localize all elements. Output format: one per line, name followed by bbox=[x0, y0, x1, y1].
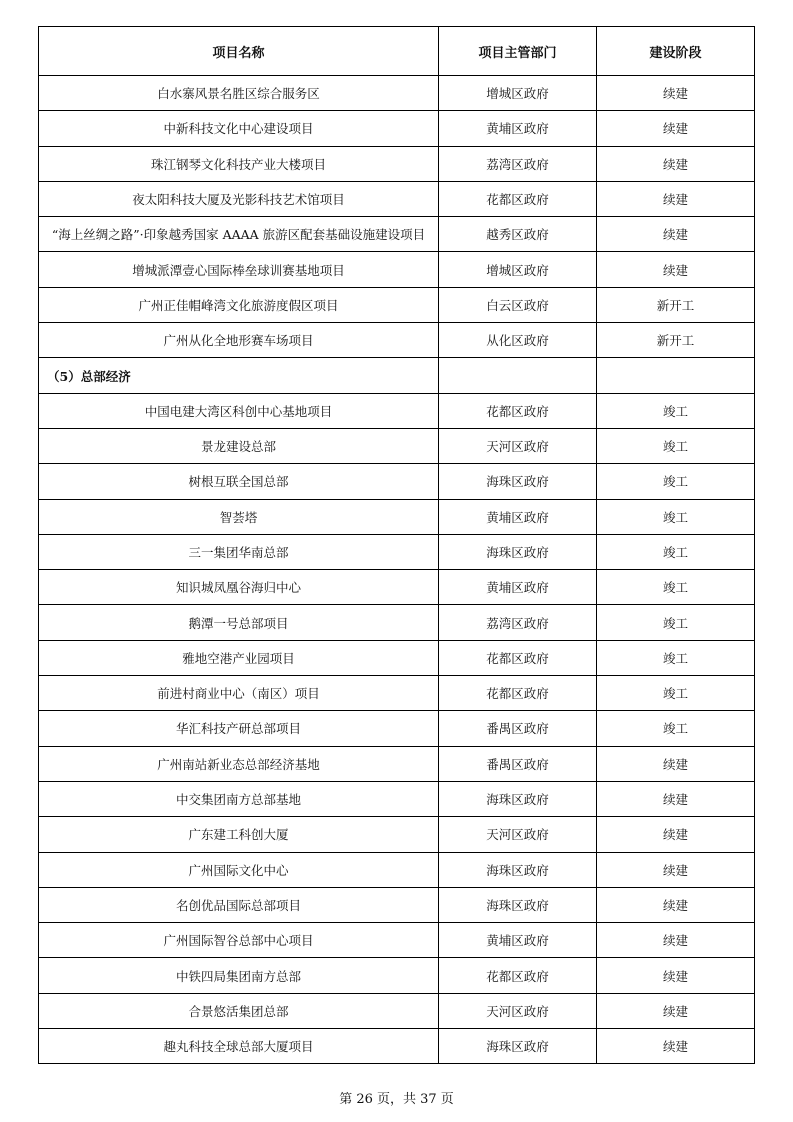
cell-stage: 续建 bbox=[597, 781, 755, 816]
header-department: 项目主管部门 bbox=[439, 27, 597, 76]
table-row bbox=[39, 676, 755, 711]
cell-department: 番禺区政府 bbox=[439, 711, 597, 746]
cell-department: 天河区政府 bbox=[439, 993, 597, 1028]
cell-stage: 续建 bbox=[597, 993, 755, 1028]
cell-stage: 续建 bbox=[597, 1029, 755, 1064]
cell-department: 海珠区政府 bbox=[439, 534, 597, 569]
table-row bbox=[39, 217, 755, 252]
table-row bbox=[39, 781, 755, 816]
cell-stage: 新开工 bbox=[597, 323, 755, 358]
cell-stage: 续建 bbox=[597, 181, 755, 216]
cell-project-name: 名创优品国际总部项目 bbox=[39, 887, 439, 922]
cell-stage: 续建 bbox=[597, 217, 755, 252]
cell-department: 黄埔区政府 bbox=[439, 923, 597, 958]
cell-department: 天河区政府 bbox=[439, 817, 597, 852]
table-row bbox=[39, 323, 755, 358]
cell-stage: 续建 bbox=[597, 852, 755, 887]
cell-stage: 竣工 bbox=[597, 676, 755, 711]
cell-department: 增城区政府 bbox=[439, 252, 597, 287]
section-row-group bbox=[39, 358, 755, 393]
cell-project-name: 广州从化全地形赛车场项目 bbox=[39, 323, 439, 358]
cell-stage: 竣工 bbox=[597, 393, 755, 428]
table-row bbox=[39, 852, 755, 887]
cell-stage: 续建 bbox=[597, 111, 755, 146]
cell-department: 番禺区政府 bbox=[439, 746, 597, 781]
table-row bbox=[39, 181, 755, 216]
table-body-bottom bbox=[39, 393, 755, 1064]
cell-department: 荔湾区政府 bbox=[439, 146, 597, 181]
table-row bbox=[39, 428, 755, 463]
cell-department: 从化区政府 bbox=[439, 323, 597, 358]
table-row bbox=[39, 111, 755, 146]
cell-project-name: 雅地空港产业园项目 bbox=[39, 640, 439, 675]
cell-department: 花都区政府 bbox=[439, 181, 597, 216]
cell-stage: 续建 bbox=[597, 923, 755, 958]
page-number: 第 26 页，共 37 页 bbox=[339, 1092, 454, 1107]
section-row bbox=[39, 358, 755, 393]
cell-stage: 竣工 bbox=[597, 534, 755, 569]
table-row bbox=[39, 252, 755, 287]
table-header-row bbox=[39, 27, 755, 76]
table-row bbox=[39, 993, 755, 1028]
table-row bbox=[39, 146, 755, 181]
table-row bbox=[39, 923, 755, 958]
cell-project-name: 珠江钢琴文化科技产业大楼项目 bbox=[39, 146, 439, 181]
cell-project-name: 白水寨风景名胜区综合服务区 bbox=[39, 76, 439, 111]
section-empty-cell bbox=[597, 358, 755, 393]
table-row bbox=[39, 76, 755, 111]
cell-stage: 竣工 bbox=[597, 499, 755, 534]
cell-department: 黄埔区政府 bbox=[439, 570, 597, 605]
cell-project-name: 广州国际文化中心 bbox=[39, 852, 439, 887]
cell-project-name: 前进村商业中心（南区）项目 bbox=[39, 676, 439, 711]
cell-project-name: 广州正佳帽峰湾文化旅游度假区项目 bbox=[39, 287, 439, 322]
cell-stage: 竣工 bbox=[597, 428, 755, 463]
cell-stage: 续建 bbox=[597, 146, 755, 181]
cell-project-name: 智荟塔 bbox=[39, 499, 439, 534]
table-row bbox=[39, 746, 755, 781]
cell-stage: 续建 bbox=[597, 817, 755, 852]
table-row bbox=[39, 464, 755, 499]
cell-stage: 续建 bbox=[597, 746, 755, 781]
table-row bbox=[39, 287, 755, 322]
cell-stage: 竣工 bbox=[597, 464, 755, 499]
cell-department: 海珠区政府 bbox=[439, 781, 597, 816]
cell-project-name: 中新科技文化中心建设项目 bbox=[39, 111, 439, 146]
cell-department: 黄埔区政府 bbox=[439, 499, 597, 534]
cell-department: 天河区政府 bbox=[439, 428, 597, 463]
table-row bbox=[39, 817, 755, 852]
cell-department: 海珠区政府 bbox=[439, 887, 597, 922]
cell-stage: 续建 bbox=[597, 958, 755, 993]
cell-department: 花都区政府 bbox=[439, 958, 597, 993]
cell-stage: 续建 bbox=[597, 252, 755, 287]
cell-department: 白云区政府 bbox=[439, 287, 597, 322]
table-row bbox=[39, 640, 755, 675]
table-row bbox=[39, 570, 755, 605]
cell-department: 花都区政府 bbox=[439, 393, 597, 428]
table-row bbox=[39, 887, 755, 922]
cell-project-name: 景龙建设总部 bbox=[39, 428, 439, 463]
cell-project-name: 三一集团华南总部 bbox=[39, 534, 439, 569]
cell-project-name: 华汇科技产研总部项目 bbox=[39, 711, 439, 746]
table-row bbox=[39, 958, 755, 993]
cell-project-name: “海上丝绸之路”·印象越秀国家 AAAA 旅游区配套基础设施建设项目 bbox=[39, 217, 439, 252]
cell-department: 荔湾区政府 bbox=[439, 605, 597, 640]
cell-project-name: 树根互联全国总部 bbox=[39, 464, 439, 499]
cell-department: 增城区政府 bbox=[439, 76, 597, 111]
header-project-name: 项目名称 bbox=[39, 27, 439, 76]
cell-stage: 竣工 bbox=[597, 640, 755, 675]
cell-stage: 续建 bbox=[597, 76, 755, 111]
cell-stage: 新开工 bbox=[597, 287, 755, 322]
cell-department: 海珠区政府 bbox=[439, 852, 597, 887]
cell-department: 越秀区政府 bbox=[439, 217, 597, 252]
cell-project-name: 中铁四局集团南方总部 bbox=[39, 958, 439, 993]
cell-stage: 竣工 bbox=[597, 711, 755, 746]
header-stage: 建设阶段 bbox=[597, 27, 755, 76]
table-body-top bbox=[39, 76, 755, 358]
cell-project-name: 趣丸科技全球总部大厦项目 bbox=[39, 1029, 439, 1064]
cell-department: 黄埔区政府 bbox=[439, 111, 597, 146]
cell-project-name: 合景悠活集团总部 bbox=[39, 993, 439, 1028]
table-row bbox=[39, 393, 755, 428]
cell-project-name: 中国电建大湾区科创中心基地项目 bbox=[39, 393, 439, 428]
cell-department: 海珠区政府 bbox=[439, 464, 597, 499]
table-row bbox=[39, 499, 755, 534]
section-empty-cell bbox=[439, 358, 597, 393]
cell-stage: 续建 bbox=[597, 887, 755, 922]
cell-department: 花都区政府 bbox=[439, 676, 597, 711]
table-row bbox=[39, 711, 755, 746]
cell-project-name: 广州南站新业态总部经济基地 bbox=[39, 746, 439, 781]
cell-project-name: 鹅潭一号总部项目 bbox=[39, 605, 439, 640]
cell-stage: 竣工 bbox=[597, 570, 755, 605]
cell-project-name: 知识城凤凰谷海归中心 bbox=[39, 570, 439, 605]
cell-project-name: 广东建工科创大厦 bbox=[39, 817, 439, 852]
cell-department: 花都区政府 bbox=[439, 640, 597, 675]
section-label: （5）总部经济 bbox=[39, 358, 439, 393]
cell-project-name: 广州国际智谷总部中心项目 bbox=[39, 923, 439, 958]
table-row bbox=[39, 605, 755, 640]
table-row bbox=[39, 1029, 755, 1064]
project-table bbox=[38, 26, 755, 1064]
cell-project-name: 中交集团南方总部基地 bbox=[39, 781, 439, 816]
cell-department: 海珠区政府 bbox=[439, 1029, 597, 1064]
cell-project-name: 夜太阳科技大厦及光影科技艺术馆项目 bbox=[39, 181, 439, 216]
cell-stage: 竣工 bbox=[597, 605, 755, 640]
table-row bbox=[39, 534, 755, 569]
cell-project-name: 增城派潭壹心国际棒垒球训赛基地项目 bbox=[39, 252, 439, 287]
